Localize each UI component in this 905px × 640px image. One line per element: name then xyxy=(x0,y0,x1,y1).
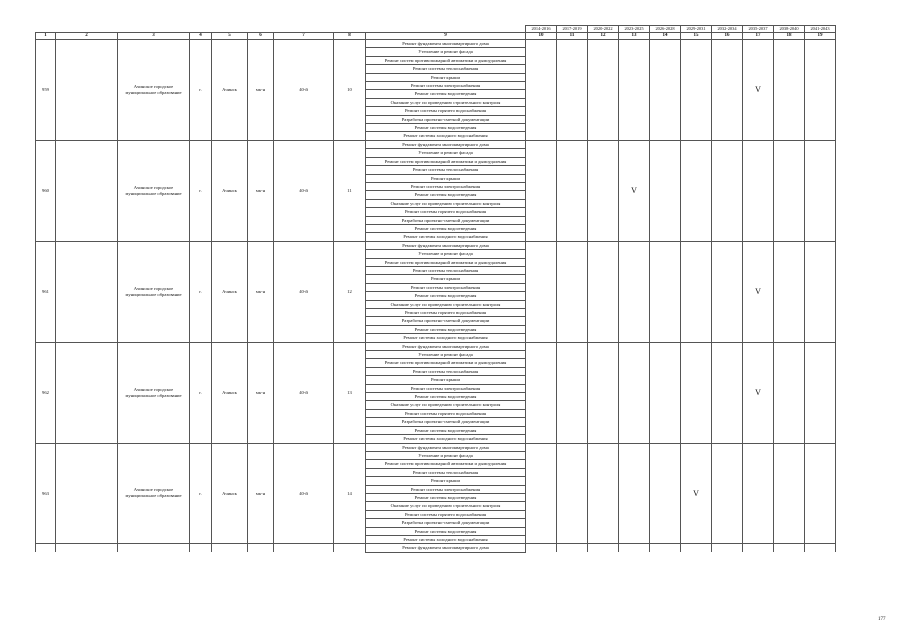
header-spacer xyxy=(334,26,366,33)
period-cell xyxy=(526,342,557,443)
period-header: 2026-2028 xyxy=(650,26,681,33)
period-cell xyxy=(650,241,681,342)
empty-cell xyxy=(56,40,118,141)
street-type: мк-н xyxy=(248,241,274,342)
work-type-cell: Ремонт системы теплоснабжения xyxy=(366,65,526,73)
work-type-cell: Утепление и ремонт фасада xyxy=(366,451,526,459)
header-spacer xyxy=(366,26,526,33)
period-cell xyxy=(681,140,712,241)
column-number-row xyxy=(36,33,836,40)
completion-mark: V xyxy=(743,40,774,141)
period-cell xyxy=(774,544,805,552)
work-type-cell: Ремонт систем противопожарной автоматики и дымоудаления xyxy=(366,157,526,165)
column-number: 19 xyxy=(805,33,836,40)
table-row xyxy=(36,443,836,451)
house-cell: 40-й xyxy=(274,241,334,342)
house-cell: 40-й xyxy=(274,342,334,443)
period-cell xyxy=(526,241,557,342)
empty-cell xyxy=(118,544,190,552)
settlement-type: г. xyxy=(190,40,212,141)
register-sheet xyxy=(35,25,835,553)
period-cell xyxy=(712,140,743,241)
period-header-row xyxy=(36,26,836,33)
work-type-cell: Оказание услуг по проведению строительного контроля xyxy=(366,502,526,510)
table-row xyxy=(36,342,836,350)
work-type-cell: Ремонт системы водоотведения xyxy=(366,292,526,300)
work-type-cell: Ремонт фундамента многоквартирного дома xyxy=(366,544,526,552)
settlement-type: г. xyxy=(190,342,212,443)
period-cell xyxy=(650,443,681,544)
street-type: мк-н xyxy=(248,443,274,544)
work-type-cell: Ремонт системы теплоснабжения xyxy=(366,367,526,375)
work-type-cell: Ремонт крыши xyxy=(366,275,526,283)
work-type-cell: Ремонт системы теплоснабжения xyxy=(366,468,526,476)
work-type-cell: Ремонт системы водоотведения xyxy=(366,426,526,434)
empty-cell xyxy=(334,544,366,552)
column-number: 9 xyxy=(366,33,526,40)
period-cell xyxy=(774,140,805,241)
header-spacer xyxy=(36,26,56,33)
period-cell xyxy=(588,140,619,241)
street-type: мк-н xyxy=(248,140,274,241)
column-number: 14 xyxy=(650,33,681,40)
work-type-cell: Оказание услуг по проведению строительного контроля xyxy=(366,199,526,207)
work-type-cell: Ремонт системы горячего водоснабжения xyxy=(366,208,526,216)
record-number: 963 xyxy=(36,443,56,544)
header-spacer xyxy=(56,26,118,33)
column-number: 17 xyxy=(743,33,774,40)
column-number: 15 xyxy=(681,33,712,40)
work-type-cell: Разработка проектно-сметной документации xyxy=(366,216,526,224)
empty-cell xyxy=(56,241,118,342)
work-type-cell: Оказание услуг по проведению строительного контроля xyxy=(366,401,526,409)
period-cell xyxy=(619,241,650,342)
city-cell: Ачинск xyxy=(212,443,248,544)
period-cell xyxy=(712,40,743,141)
period-cell xyxy=(774,443,805,544)
work-type-cell: Ремонт фундамента многоквартирного дома xyxy=(366,140,526,148)
city-cell: Ачинск xyxy=(212,241,248,342)
work-type-cell: Разработка проектно-сметной документации xyxy=(366,317,526,325)
period-header: 2041-2043 xyxy=(805,26,836,33)
period-cell xyxy=(557,40,588,141)
period-header: 2032-2034 xyxy=(712,26,743,33)
period-cell xyxy=(743,443,774,544)
completion-mark: V xyxy=(681,443,712,544)
work-type-cell: Ремонт системы горячего водоснабжения xyxy=(366,107,526,115)
work-type-cell: Ремонт системы холодного водоснабжения xyxy=(366,132,526,140)
column-number: 3 xyxy=(118,33,190,40)
empty-cell xyxy=(36,544,56,552)
work-type-cell: Разработка проектно-сметной документации xyxy=(366,418,526,426)
work-type-cell: Ремонт крыши xyxy=(366,477,526,485)
table-row xyxy=(36,241,836,249)
building-cell: 10 xyxy=(334,40,366,141)
column-number: 7 xyxy=(274,33,334,40)
period-cell xyxy=(588,342,619,443)
work-type-cell: Ремонт системы холодного водоснабжения xyxy=(366,435,526,443)
work-type-cell: Ремонт крыши xyxy=(366,376,526,384)
completion-mark: V xyxy=(743,241,774,342)
work-type-cell: Ремонт системы горячего водоснабжения xyxy=(366,409,526,417)
period-cell xyxy=(805,443,836,544)
column-number: 16 xyxy=(712,33,743,40)
header-spacer xyxy=(274,26,334,33)
work-type-cell: Ремонт системы водоотведения xyxy=(366,224,526,232)
work-type-cell: Утепление и ремонт фасада xyxy=(366,351,526,359)
period-header: 2014-2016 xyxy=(526,26,557,33)
period-cell xyxy=(619,342,650,443)
table-row xyxy=(36,140,836,148)
completion-mark: V xyxy=(743,342,774,443)
work-type-cell: Ремонт системы водоотведения xyxy=(366,191,526,199)
period-cell xyxy=(712,443,743,544)
empty-cell xyxy=(56,140,118,241)
settlement-type: г. xyxy=(190,140,212,241)
period-header: 2038-2040 xyxy=(774,26,805,33)
record-number: 961 xyxy=(36,241,56,342)
period-cell xyxy=(681,40,712,141)
period-cell xyxy=(805,140,836,241)
work-type-cell: Утепление и ремонт фасада xyxy=(366,149,526,157)
city-cell: Ачинск xyxy=(212,40,248,141)
period-cell xyxy=(619,443,650,544)
empty-cell xyxy=(56,342,118,443)
header-spacer xyxy=(212,26,248,33)
period-cell xyxy=(557,443,588,544)
work-type-cell: Ремонт системы водоотведения xyxy=(366,124,526,132)
empty-cell xyxy=(190,544,212,552)
work-type-cell: Ремонт системы горячего водоснабжения xyxy=(366,309,526,317)
column-number: 6 xyxy=(248,33,274,40)
header-spacer xyxy=(190,26,212,33)
period-cell xyxy=(650,342,681,443)
column-number: 12 xyxy=(588,33,619,40)
period-cell xyxy=(681,342,712,443)
municipality-cell: Ачинское городское муниципальное образование xyxy=(118,443,190,544)
column-number: 2 xyxy=(56,33,118,40)
work-type-cell: Ремонт системы холодного водоснабжения xyxy=(366,535,526,543)
period-cell xyxy=(805,241,836,342)
work-type-cell: Ремонт системы электроснабжения xyxy=(366,182,526,190)
building-cell: 11 xyxy=(334,140,366,241)
period-cell xyxy=(681,544,712,552)
work-type-cell: Ремонт фундамента многоквартирного дома xyxy=(366,241,526,249)
work-type-cell: Ремонт системы электроснабжения xyxy=(366,384,526,392)
period-cell xyxy=(774,241,805,342)
period-header: 2020-2022 xyxy=(588,26,619,33)
period-cell xyxy=(774,40,805,141)
work-type-cell: Ремонт фундамента многоквартирного дома xyxy=(366,342,526,350)
column-number: 4 xyxy=(190,33,212,40)
column-number: 5 xyxy=(212,33,248,40)
municipality-cell: Ачинское городское муниципальное образование xyxy=(118,140,190,241)
work-type-cell: Оказание услуг по проведению строительного контроля xyxy=(366,300,526,308)
empty-cell xyxy=(248,544,274,552)
period-cell xyxy=(805,40,836,141)
record-number: 959 xyxy=(36,40,56,141)
period-cell xyxy=(774,342,805,443)
empty-cell xyxy=(212,544,248,552)
empty-cell xyxy=(56,443,118,544)
work-type-cell: Ремонт системы водоотведения xyxy=(366,393,526,401)
period-cell xyxy=(619,40,650,141)
period-cell xyxy=(526,544,557,552)
work-type-cell: Ремонт системы холодного водоснабжения xyxy=(366,334,526,342)
period-cell xyxy=(681,241,712,342)
column-number: 18 xyxy=(774,33,805,40)
column-number: 8 xyxy=(334,33,366,40)
period-cell xyxy=(588,241,619,342)
work-type-cell: Ремонт системы электроснабжения xyxy=(366,283,526,291)
work-type-cell: Ремонт системы водоотведения xyxy=(366,493,526,501)
work-type-cell: Ремонт систем противопожарной автоматики и дымоудаления xyxy=(366,460,526,468)
period-header: 2017-2019 xyxy=(557,26,588,33)
period-cell xyxy=(588,544,619,552)
period-cell xyxy=(526,140,557,241)
settlement-type: г. xyxy=(190,241,212,342)
work-type-cell: Ремонт системы водоотведения xyxy=(366,325,526,333)
record-number: 960 xyxy=(36,140,56,241)
period-cell xyxy=(557,140,588,241)
period-cell xyxy=(712,241,743,342)
street-type: мк-н xyxy=(248,40,274,141)
house-cell: 40-й xyxy=(274,443,334,544)
building-cell: 13 xyxy=(334,342,366,443)
work-type-cell: Разработка проектно-сметной документации xyxy=(366,519,526,527)
column-number: 10 xyxy=(526,33,557,40)
column-number: 13 xyxy=(619,33,650,40)
period-header: 2023-2025 xyxy=(619,26,650,33)
table-row xyxy=(36,40,836,48)
work-type-cell: Ремонт системы теплоснабжения xyxy=(366,166,526,174)
work-type-cell: Ремонт системы горячего водоснабжения xyxy=(366,510,526,518)
column-number: 1 xyxy=(36,33,56,40)
city-cell: Ачинск xyxy=(212,140,248,241)
period-cell xyxy=(588,40,619,141)
completion-mark: V xyxy=(619,140,650,241)
house-cell: 40-й xyxy=(274,40,334,141)
work-type-cell: Утепление и ремонт фасада xyxy=(366,48,526,56)
work-type-cell: Ремонт крыши xyxy=(366,73,526,81)
empty-cell xyxy=(56,544,118,552)
settlement-type: г. xyxy=(190,443,212,544)
period-cell xyxy=(805,544,836,552)
period-cell xyxy=(712,544,743,552)
period-cell xyxy=(650,140,681,241)
period-cell xyxy=(557,342,588,443)
period-cell xyxy=(588,443,619,544)
period-cell xyxy=(650,40,681,141)
header-spacer xyxy=(118,26,190,33)
municipality-cell: Ачинское городское муниципальное образование xyxy=(118,342,190,443)
work-type-cell: Ремонт системы электроснабжения xyxy=(366,485,526,493)
record-number: 962 xyxy=(36,342,56,443)
work-type-cell: Ремонт систем противопожарной автоматики и дымоудаления xyxy=(366,359,526,367)
work-type-cell: Оказание услуг по проведению строительного контроля xyxy=(366,98,526,106)
table-row-partial xyxy=(36,544,836,552)
work-type-cell: Ремонт системы водоотведения xyxy=(366,527,526,535)
period-cell xyxy=(743,140,774,241)
work-type-cell: Ремонт фундамента многоквартирного дома xyxy=(366,443,526,451)
work-type-cell: Ремонт системы холодного водоснабжения xyxy=(366,233,526,241)
work-type-cell: Ремонт системы электроснабжения xyxy=(366,82,526,90)
period-cell xyxy=(557,241,588,342)
city-cell: Ачинск xyxy=(212,342,248,443)
empty-cell xyxy=(274,544,334,552)
municipality-cell: Ачинское городское муниципальное образование xyxy=(118,241,190,342)
period-cell xyxy=(805,342,836,443)
work-type-cell: Ремонт крыши xyxy=(366,174,526,182)
column-number: 11 xyxy=(557,33,588,40)
period-cell xyxy=(650,544,681,552)
work-type-cell: Ремонт фундамента многоквартирного дома xyxy=(366,40,526,48)
street-type: мк-н xyxy=(248,342,274,443)
page-number: 177 xyxy=(878,617,886,622)
period-cell xyxy=(526,443,557,544)
work-type-cell: Утепление и ремонт фасада xyxy=(366,250,526,258)
work-type-cell: Ремонт систем противопожарной автоматики и дымоудаления xyxy=(366,258,526,266)
work-type-cell: Разработка проектно-сметной документации xyxy=(366,115,526,123)
building-cell: 12 xyxy=(334,241,366,342)
period-header: 2035-2037 xyxy=(743,26,774,33)
period-cell xyxy=(743,544,774,552)
municipality-cell: Ачинское городское муниципальное образование xyxy=(118,40,190,141)
building-cell: 14 xyxy=(334,443,366,544)
house-cell: 40-й xyxy=(274,140,334,241)
header-spacer xyxy=(248,26,274,33)
work-type-cell: Ремонт системы теплоснабжения xyxy=(366,266,526,274)
work-type-cell: Ремонт системы водоотведения xyxy=(366,90,526,98)
period-cell xyxy=(712,342,743,443)
period-cell xyxy=(619,544,650,552)
period-cell xyxy=(526,40,557,141)
period-header: 2029-2031 xyxy=(681,26,712,33)
capital-repair-table xyxy=(35,25,836,553)
period-cell xyxy=(557,544,588,552)
work-type-cell: Ремонт систем противопожарной автоматики и дымоудаления xyxy=(366,56,526,64)
